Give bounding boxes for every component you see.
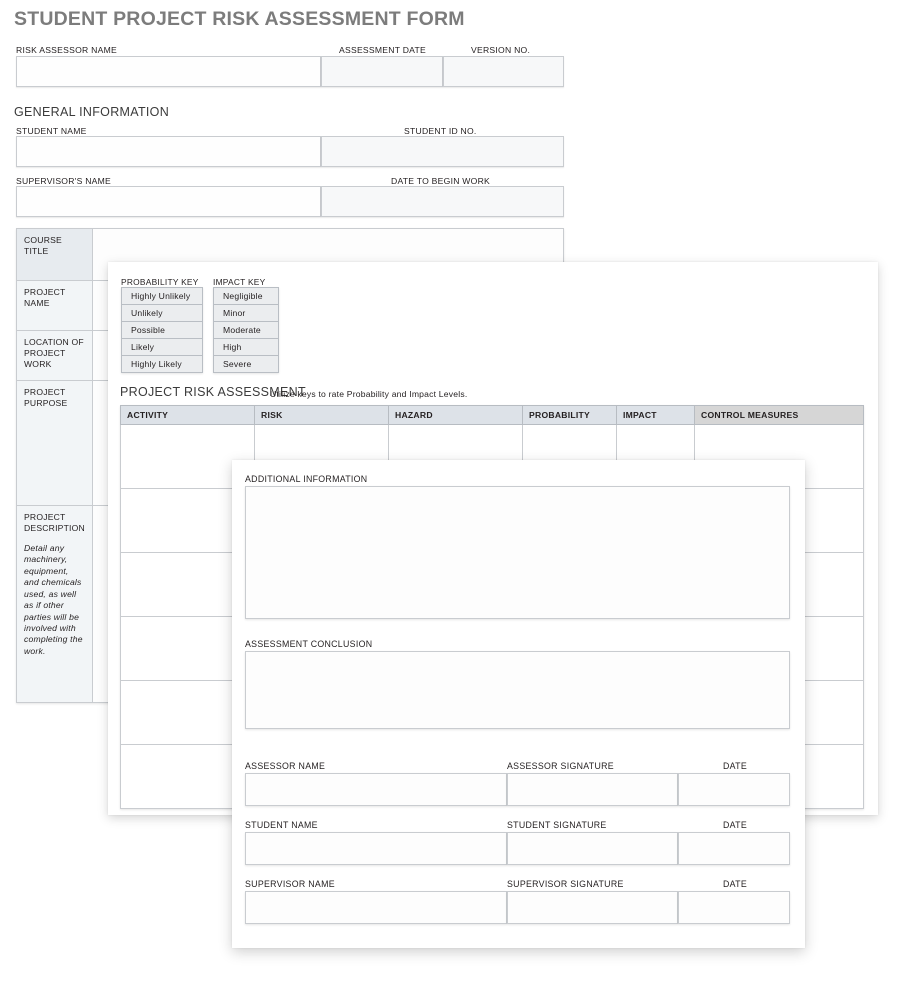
- probability-key-item[interactable]: Possible: [122, 322, 202, 339]
- student-name-label: STUDENT NAME: [16, 126, 87, 136]
- additional-information-textarea[interactable]: [245, 486, 790, 619]
- probability-key-list: [121, 287, 203, 373]
- risk-assessor-name-input[interactable]: [16, 56, 321, 87]
- supervisor-date-label: DATE: [723, 879, 748, 889]
- supervisor-name-signoff-input[interactable]: [245, 891, 507, 924]
- student-id-no-input[interactable]: [321, 136, 564, 167]
- probability-key-item[interactable]: Likely: [122, 339, 202, 356]
- column-header-impact: IMPACT: [617, 406, 695, 425]
- general-information-heading: GENERAL INFORMATION: [14, 105, 170, 119]
- student-signature-input[interactable]: [507, 832, 678, 865]
- impact-key-title: IMPACT KEY: [213, 277, 266, 287]
- column-header-probability: PROBABILITY: [523, 406, 617, 425]
- column-header-risk: RISK: [255, 406, 389, 425]
- assessment-date-label: ASSESSMENT DATE: [339, 45, 427, 55]
- conclusion-panel: [232, 460, 805, 948]
- assessor-name-input[interactable]: [245, 773, 507, 806]
- assessment-conclusion-label: ASSESSMENT CONCLUSION: [245, 639, 373, 649]
- column-header-activity: ACTIVITY: [121, 406, 255, 425]
- student-date-input[interactable]: [678, 832, 790, 865]
- location-of-project-work-label: LOCATION OF PROJECT WORK: [17, 331, 93, 381]
- supervisor-date-input[interactable]: [678, 891, 790, 924]
- student-signature-label: STUDENT SIGNATURE: [507, 820, 607, 830]
- supervisors-name-label: SUPERVISOR'S NAME: [16, 176, 112, 186]
- supervisors-name-input[interactable]: [16, 186, 321, 217]
- assessor-date-label: DATE: [723, 761, 748, 771]
- date-to-begin-work-input[interactable]: [321, 186, 564, 217]
- supervisor-name-signoff-label: SUPERVISOR NAME: [245, 879, 335, 889]
- impact-key-item[interactable]: Negligible: [214, 288, 278, 305]
- probability-key-title: PROBABILITY KEY: [121, 277, 199, 287]
- project-risk-assessment-heading: PROJECT RISK ASSESSMENT: [120, 385, 306, 399]
- supervisor-signature-label: SUPERVISOR SIGNATURE: [507, 879, 624, 889]
- page-title: STUDENT PROJECT RISK ASSESSMENT FORM: [14, 8, 465, 30]
- project-name-label: PROJECT NAME: [17, 281, 93, 331]
- impact-key-item[interactable]: Severe: [214, 356, 278, 373]
- impact-key-item[interactable]: Minor: [214, 305, 278, 322]
- project-risk-assessment-subtitle: Utilize keys to rate Probability and Impact Levels.: [270, 389, 468, 399]
- assessment-conclusion-textarea[interactable]: [245, 651, 790, 729]
- additional-information-label: ADDITIONAL INFORMATION: [245, 474, 368, 484]
- column-header-control-measures: CONTROL MEASURES: [695, 406, 864, 425]
- probability-key-item[interactable]: Highly Likely: [122, 356, 202, 373]
- project-purpose-label: PROJECT PURPOSE: [17, 381, 93, 506]
- supervisor-signature-input[interactable]: [507, 891, 678, 924]
- assessor-signature-label: ASSESSOR SIGNATURE: [507, 761, 614, 771]
- version-no-input[interactable]: [443, 56, 564, 87]
- column-header-hazard: HAZARD: [389, 406, 523, 425]
- student-date-label: DATE: [723, 820, 748, 830]
- version-no-label: VERSION NO.: [471, 45, 531, 55]
- table-header-row: [121, 406, 864, 425]
- assessment-date-input[interactable]: [321, 56, 443, 87]
- student-id-no-label: STUDENT ID NO.: [404, 126, 477, 136]
- impact-key-list: [213, 287, 279, 373]
- assessor-name-label: ASSESSOR NAME: [245, 761, 326, 771]
- student-name-signoff-label: STUDENT NAME: [245, 820, 318, 830]
- probability-key-item[interactable]: Unlikely: [122, 305, 202, 322]
- assessor-signature-input[interactable]: [507, 773, 678, 806]
- student-name-input[interactable]: [16, 136, 321, 167]
- project-description-label: [17, 506, 93, 703]
- date-to-begin-work-label: DATE TO BEGIN WORK: [391, 176, 491, 186]
- impact-key-item[interactable]: Moderate: [214, 322, 278, 339]
- project-description-hint: Detail any machinery, equipment, and chemicals used, as well as if other parties will be involved with completing the work.: [24, 543, 83, 656]
- student-name-signoff-input[interactable]: [245, 832, 507, 865]
- assessor-date-input[interactable]: [678, 773, 790, 806]
- project-description-label-text: PROJECT DESCRIPTION: [24, 512, 85, 533]
- probability-key-item[interactable]: Highly Unlikely: [122, 288, 202, 305]
- impact-key-item[interactable]: High: [214, 339, 278, 356]
- course-title-label: COURSE TITLE: [17, 229, 93, 281]
- risk-assessor-name-label: RISK ASSESSOR NAME: [16, 45, 117, 55]
